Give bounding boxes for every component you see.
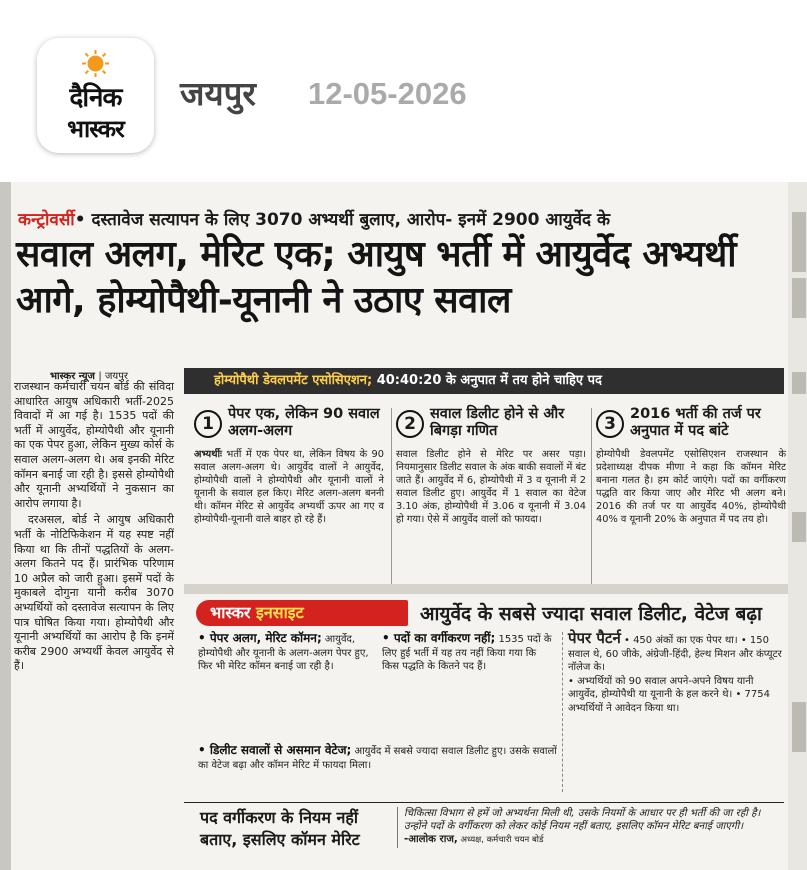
- insight-divider: [562, 632, 563, 792]
- torn-divider: [184, 584, 788, 594]
- paper-pattern-text-2: • अभ्यर्थियों को 90 सवाल अपने-अपने विषय यानी आयुर्वेद, होम्योपैथी या यूनानी के हल करने थे। • 7754 अभ्यर्थियों ने आवेदन किया था।: [568, 675, 770, 714]
- bhaskar-insight-badge: [196, 600, 408, 626]
- left-column-text: [14, 380, 174, 676]
- sun-icon: [82, 50, 109, 77]
- association-demand: 40:40:20 के अनुपात में तय होने चाहिए पद: [372, 373, 602, 388]
- byline-city: | जयपुर: [98, 371, 128, 382]
- paragraph: दरअसल, बोर्ड ने आयुष अधिकारी भर्ती के नोटिफिकेशन में यह स्पष्ट नहीं किया था कि तीनों पद्धतियों के अलग-अलग कितने पद हैं। प्रारंभिक परिणाम 10 अप्रैल को जारी हुआ। इसमें पदों के मुकाबले दोगुना यानी करीब 3070 अभ्यर्थियों को दस्तावेज सत्यापन के लिए पात्र घोषित किया गया। होम्योपैथी और यूनानी अभ्यर्थियों का आरोप है कि इनमें करीब 2900 अभ्यर्थी केवल आयुर्वेद से हैं।: [14, 513, 174, 673]
- column-divider: [591, 408, 592, 588]
- kicker-text: • दस्तावेज सत्यापन के लिए 3070 अभ्यर्थी बुलाए, आरोप- इनमें 2900 आयुर्वेद के: [74, 210, 611, 230]
- insight-box-head: • पेपर अलग, मेरिट कॉमन;: [198, 631, 322, 645]
- paper-pattern-head: पेपर पैटर्न: [568, 629, 621, 647]
- torn-left-edge: [0, 182, 11, 870]
- newspaper-clipping: [0, 182, 807, 870]
- edition-city: जयपुर: [180, 74, 256, 113]
- association-label: होम्योपैथी डेवलपमेंट एसोसिएशन;: [214, 373, 373, 388]
- point-title: सवाल डिलीट होने से और बिगड़ा गणित: [430, 406, 565, 439]
- point-body: सवाल डिलीट होने से मेरिट पर असर पड़ा। नियमानुसार डिलीट सवाल के अंक बाकी सवालों में बंट जाते हैं। आयुर्वेद में 6, होम्योपैथी में 3 व यूनानी में 2 सवाल डिलीट हुए। आयुर्वेद में 1 सवाल का वेटेज 3.10 अंक, होम्योपैथी में 3.06 व यूनानी में 3.04 हो गया। ऐसे में आयुर्वेद वालों को फायदा।: [396, 449, 586, 525]
- headline: सवाल अलग, मेरिट एक; आयुष भर्ती में आयुर्वेद अभ्यर्थी आगे, होम्योपैथी-यूनानी ने उठाए सवाल: [16, 234, 737, 321]
- point-number: 2: [396, 410, 424, 438]
- official-quote: [397, 807, 777, 848]
- insight-badge-a: भास्कर: [210, 603, 257, 622]
- quote-author: -आलोक राज,: [404, 834, 458, 846]
- bottom-rule: [184, 802, 784, 803]
- point-body: [194, 448, 384, 526]
- insight-box-text: आयुर्वेद, होम्योपैथी और यूनानी के अलग-अलग पेपर हुए, फिर भी मेरिट कॉमन बनाई जा रही है।: [198, 634, 369, 672]
- insight-box-3: [198, 744, 558, 772]
- paper-pattern-text-1: • 450 अंकों का एक पेपर था। • 150 सवाल थे, 60 जीके, अंग्रेजी-हिंदी, हेल्थ मिशन और कंप्यूटर नॉलेज के।: [568, 635, 782, 673]
- column-divider: [391, 408, 392, 588]
- point-text: भर्ती में एक पेपर था, लेकिन विषय के 90 सवाल अलग-अलग थे। आयुर्वेद वालों ने आयुर्वेद, होम्योपैथी वालों ने होम्योपैथी और यूनानी वालों ने यूनानी के सवाल हल किए। मेरिट अलग-अलग बननी थी। कॉमन मेरिट से आयुर्वेद अभ्यर्थी ऊपर आ गए व होम्योपैथी-यूनानी वाले बाहर हो रहे हैं।: [194, 449, 384, 525]
- point-number: 1: [194, 410, 222, 438]
- point-column-2: [396, 406, 586, 526]
- insight-box-2: [382, 632, 554, 674]
- quote-author-designation: अध्यक्ष, कर्मचारी चयन बोर्ड: [457, 835, 544, 846]
- insight-box-text: आयुर्वेद में सबसे ज्यादा सवाल डिलीट हुए। उसके सवालों का वेटेज बढ़ा और कॉमन मेरिट में फायदा मिला।: [198, 746, 557, 771]
- edition-date: 12-05-2026: [308, 76, 467, 111]
- byline-source: भास्कर न्यूज: [50, 371, 95, 382]
- dainik-bhaskar-logo[interactable]: [37, 38, 154, 153]
- paragraph: राजस्थान कर्मचारी चयन बोर्ड की संविदा आधारित आयुष अधिकारी भर्ती-2025 विवादों में आ गई है। 1535 पदों की भर्ती में आयुर्वेद, होम्योपैथी और यूनानी का एक पेपर हुआ, लेकिन मुख्य कोर्स के सवाल अलग-अलग थे। अब इनकी मेरिट कॉमन बनाई जा रही है। इससे होम्योपैथी और यूनानी अभ्यर्थियों ने नुकसान का आरोप लगाया है।: [14, 380, 174, 510]
- insight-badge-b: इनसाइट: [256, 603, 304, 622]
- kicker-tag: कन्ट्रोवर्सी: [18, 210, 75, 230]
- point-column-3: [596, 406, 786, 526]
- insight-title: आयुर्वेद के सबसे ज्यादा सवाल डिलीट, वेटेज बढ़ा: [420, 603, 762, 625]
- point-column-1: [194, 406, 384, 526]
- point-title: पेपर एक, लेकिन 90 सवाल अलग-अलग: [228, 406, 380, 439]
- association-bar: [184, 368, 784, 394]
- kicker-line: [18, 207, 610, 230]
- point-title: 2016 भर्ती की तर्ज पर अनुपात में पद बांटे: [630, 406, 761, 439]
- insight-box-text: 1535 पदों के लिए हुई भर्ती में यह तय नहीं किया गया कि किस पद्धति के कितने पद हैं।: [382, 634, 552, 672]
- bottom-heading: पद वर्गीकरण के नियम नहीं बताए, इसलिए कॉमन मेरिट: [200, 808, 360, 849]
- logo-text-line1: दैनिक: [69, 83, 122, 113]
- logo-text-line2: भास्कर: [67, 115, 124, 143]
- point-lead: अभ्यर्थीः: [194, 449, 223, 460]
- point-body: होम्योपैथी डेवलपमेंट एसोसिएशन राजस्थान के प्रदेशाध्यक्ष दीपक मीणा ने कहा कि कॉमन मेरिट बनाना गलत है। हम कोर्ट जाएंगे। पदों का वर्गीकरण पद्धति वार किया जाए और मेरिट भी अलग बने। 2016 की तर्ज पर या आयुर्वेद 40%, होम्योपैथी 40% व यूनानी 20% के अनुपात में पद तय हो।: [596, 449, 786, 525]
- adjacent-column-edge: [788, 182, 807, 870]
- insight-box-head: • डिलीट सवालों से असमान वेटेज;: [198, 743, 352, 757]
- paper-pattern-box: [568, 629, 782, 715]
- quote-text: चिकित्सा विभाग से हमें जो अभ्यर्थना मिली थी, उसके नियमों के आधार पर ही भर्ती की जा रही है। उन्होंने पदों के वर्गीकरण को लेकर कोई नियम नहीं बताए, इसलिए कॉमन मेरिट बनाई जाएगी।: [404, 808, 761, 833]
- insight-box-1: [198, 632, 378, 674]
- point-number: 3: [596, 410, 624, 438]
- insight-box-head: • पदों का वर्गीकरण नहीं;: [382, 631, 496, 645]
